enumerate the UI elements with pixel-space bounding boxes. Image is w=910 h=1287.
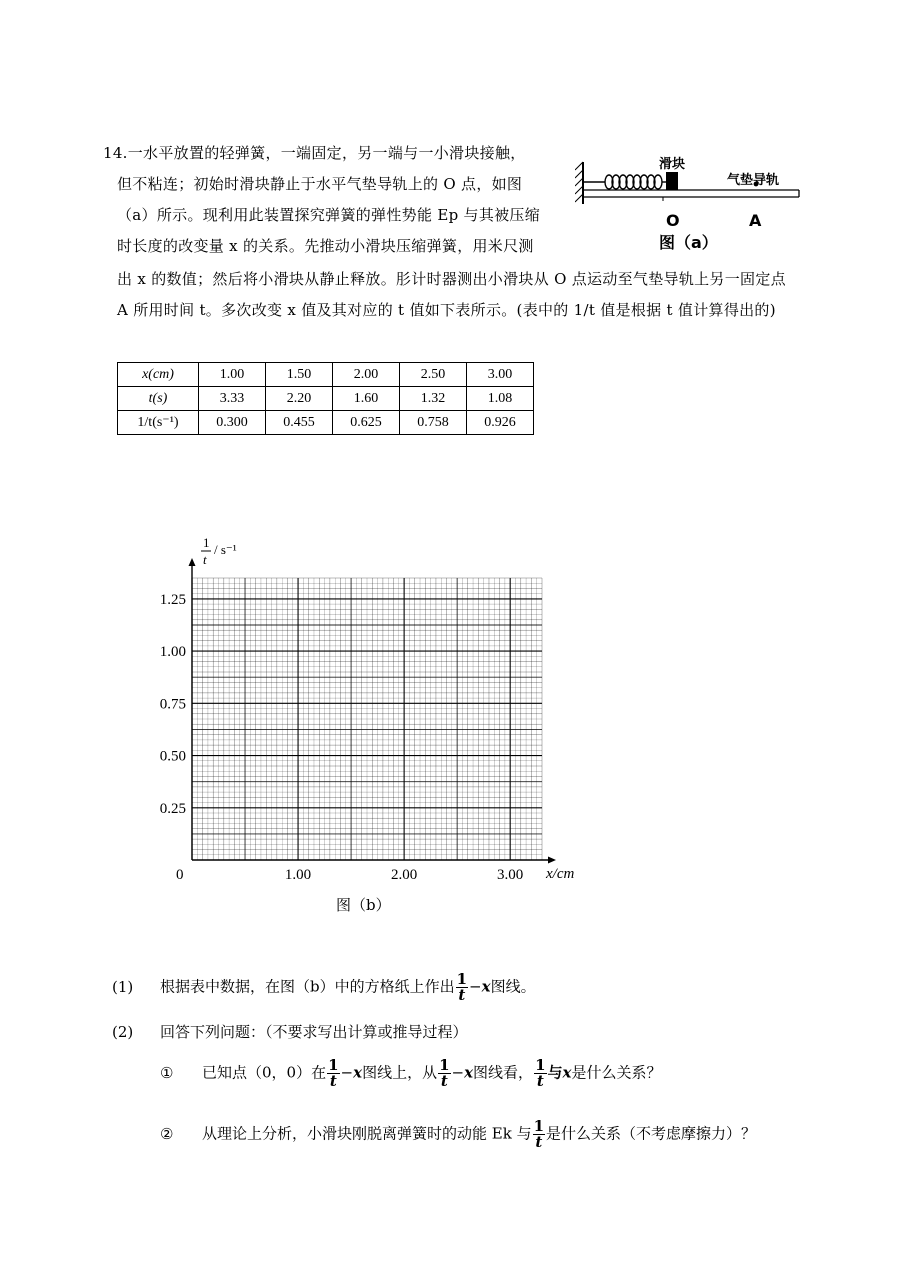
question-2b-number: ② [160, 1124, 174, 1143]
x-axis-arrow-icon [548, 857, 556, 864]
x-tick-label: 0 [176, 867, 184, 883]
table-header-cell: x(cm) [118, 363, 199, 387]
question-1-text-pre: 根据表中数据，在图（b）中的方格纸上作出 [160, 977, 455, 996]
fraction-numerator: 1 [439, 1056, 450, 1074]
minus-sign: − [451, 1063, 465, 1082]
y-label-denominator: t [203, 552, 207, 567]
fraction-1-over-t [438, 1058, 450, 1089]
table-cell: 2.20 [266, 387, 333, 411]
question-2a-text-mid1: 图线上，从 [362, 1063, 438, 1082]
table-cell: 1.32 [400, 387, 467, 411]
fraction-denominator: t [536, 1072, 544, 1090]
x-variable: x [464, 1063, 474, 1082]
y-axis-label [201, 535, 237, 567]
problem-line-2: 但不粘连；初始时滑块静止于水平气垫导轨上的 O 点，如图 [117, 175, 523, 193]
spring-coil [583, 175, 666, 189]
minus-sign: − [469, 977, 482, 996]
air-track [583, 190, 799, 201]
figure-a-caption: 图（a） [659, 233, 718, 252]
data-table [117, 362, 534, 435]
fraction-numerator: 1 [533, 1117, 545, 1135]
figure-b-graph [140, 530, 600, 925]
table-cell: 3.33 [199, 387, 266, 411]
question-2a-text-post: 是什么关系？ [571, 1063, 662, 1082]
question-2a-number: ① [160, 1063, 174, 1082]
figure-a-apparatus [575, 148, 803, 258]
fraction-1-over-t [534, 1058, 546, 1089]
question-2b [160, 1119, 756, 1150]
table-row [118, 411, 534, 435]
question-2a-text-mid2: 图线看， [473, 1063, 534, 1082]
y-label-numerator: 1 [203, 535, 210, 550]
y-tick-label: 0.25 [159, 800, 186, 817]
question-2a-text-pre: 已知点（0，0）在 [202, 1063, 327, 1082]
problem-line-3: （a）所示。现利用此装置探究弹簧的弹性势能 Ep 与其被压缩 [117, 206, 541, 224]
question-1-text-post: 图线。 [490, 977, 536, 996]
question-1 [112, 972, 536, 1003]
table-cell: 1.00 [199, 363, 266, 387]
fraction-numerator: 1 [328, 1056, 339, 1074]
question-2-text: 回答下列问题：（不要求写出计算或推导过程） [160, 1023, 468, 1041]
table-row [118, 363, 534, 387]
problem-line-6: A 所用时间 t。多次改变 x 值及其对应的 t 值如下表所示。(表中的 1/t 值是根据 t 值计算得出的) [117, 301, 776, 319]
table-cell: 1.60 [333, 387, 400, 411]
table-row [118, 387, 534, 411]
table-cell: 1.08 [467, 387, 534, 411]
x-variable: x [481, 977, 491, 996]
table-header-cell: 1/t(s⁻¹) [118, 411, 199, 435]
problem-line-1: 14.一水平放置的轻弹簧，一端固定，另一端与一小滑块接触， [103, 144, 526, 162]
fraction-1-over-t [456, 972, 468, 1003]
fraction-denominator: t [535, 1133, 543, 1151]
y-tick-label: 1.25 [159, 591, 186, 608]
point-a-label: A [749, 211, 762, 230]
table-cell: 3.00 [467, 363, 534, 387]
y-tick-label: 0.75 [159, 696, 186, 713]
rail-label: 气垫导轨 [727, 173, 780, 188]
table-cell: 2.50 [400, 363, 467, 387]
minus-sign: − [340, 1063, 354, 1082]
y-tick-label: 0.50 [159, 748, 186, 765]
table-header-cell: t(s) [118, 387, 199, 411]
question-1-number: (1) [112, 977, 134, 996]
slider-label: 滑块 [659, 157, 686, 172]
question-2b-text-pre: 从理论上分析，小滑块刚脱离弹簧时的动能 Ek 与 [202, 1124, 532, 1143]
table-cell: 0.455 [266, 411, 333, 435]
table-cell: 0.300 [199, 411, 266, 435]
fraction-1-over-t [327, 1058, 339, 1089]
fraction-denominator: t [458, 986, 466, 1004]
question-2-number: (2) [112, 1023, 134, 1041]
table-cell: 1.50 [266, 363, 333, 387]
question-2b-text-post: 是什么关系（不考虑摩擦力）？ [546, 1124, 757, 1143]
x-tick-label: 1.00 [284, 867, 312, 883]
y-tick-label: 1.00 [159, 644, 186, 661]
x-variable: x [353, 1063, 363, 1082]
table-cell: 2.00 [333, 363, 400, 387]
problem-line-5: 出 x 的数值；然后将小滑块从静止释放。肜计时器测出小滑块从 O 点运动至气垫导轨上另一固定点 [117, 270, 786, 288]
table-cell: 0.625 [333, 411, 400, 435]
fraction-numerator: 1 [456, 970, 468, 988]
question-2 [112, 1021, 468, 1042]
table-cell: 0.758 [400, 411, 467, 435]
y-label-unit: / s⁻¹ [214, 542, 237, 557]
x-variable: x [562, 1063, 572, 1082]
fraction-1-over-t [533, 1119, 545, 1150]
x-axis-label: x/cm [546, 866, 575, 882]
graph-paper-grid [192, 578, 542, 860]
x-tick-label: 2.00 [390, 867, 418, 883]
wall-hatch [575, 162, 583, 204]
slider-block [666, 172, 678, 190]
point-o-label: O [666, 211, 680, 230]
fraction-denominator: t [440, 1072, 448, 1090]
figure-b-caption: 图（b） [336, 896, 391, 914]
problem-line-4: 时长度的改变量 x 的关系。先推动小滑块压缩弹簧，用米尺测 [117, 237, 534, 255]
question-2a [160, 1058, 661, 1089]
y-axis-arrow-icon [189, 558, 196, 566]
table-cell: 0.926 [467, 411, 534, 435]
fraction-numerator: 1 [535, 1056, 546, 1074]
x-tick-label: 3.00 [497, 867, 524, 883]
fraction-denominator: t [329, 1072, 337, 1090]
question-2a-text-mid3: 与 [547, 1063, 563, 1082]
